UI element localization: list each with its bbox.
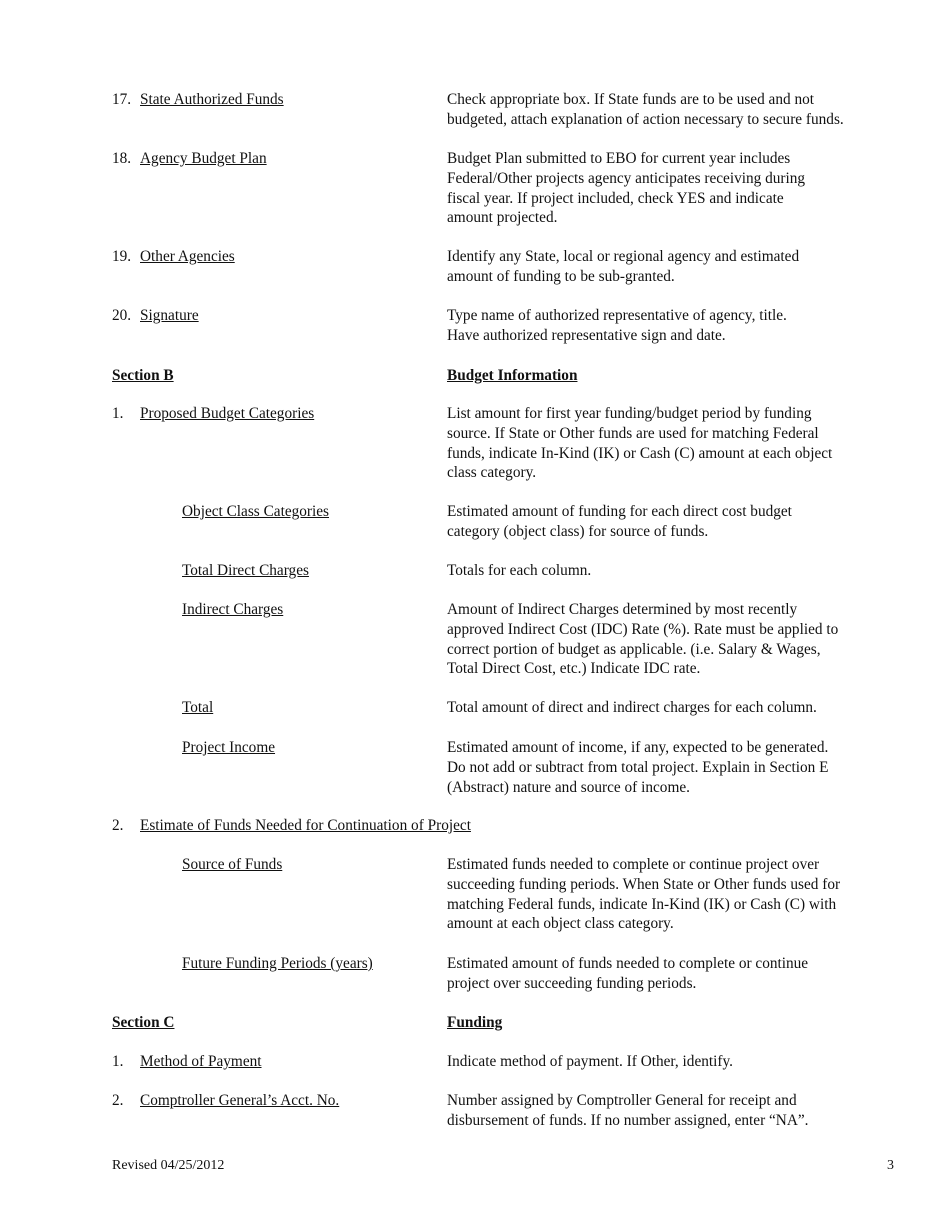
desc-line: Number assigned by Comptroller General for receipt and xyxy=(447,1092,797,1109)
item-term: Future Funding Periods (years) xyxy=(182,955,373,972)
item-term: Source of Funds xyxy=(182,856,283,873)
desc-line: project over succeeding funding periods. xyxy=(447,974,697,992)
desc-line: amount projected. xyxy=(447,209,558,227)
desc-line: amount of funding to be sub-granted. xyxy=(447,267,675,285)
desc-line: Type name of authorized representative of agency, title. xyxy=(447,307,787,324)
desc-line: Amount of Indirect Charges determined by most recently xyxy=(447,601,798,618)
desc-line: class category. xyxy=(447,464,537,482)
item-term: State Authorized Funds xyxy=(140,91,284,108)
item-term: Signature xyxy=(140,307,199,324)
item-description xyxy=(447,954,897,994)
desc-line: approved Indirect Cost (IDC) Rate (%). Rate must be applied to xyxy=(447,620,839,638)
desc-line: disbursement of funds. If no number assigned, enter “NA”. xyxy=(447,1111,809,1129)
item-term: Method of Payment xyxy=(140,1053,262,1070)
desc-line: funds, indicate In-Kind (IK) or Cash (C) amount at each object xyxy=(447,444,833,462)
revision-date: Revised 04/25/2012 xyxy=(112,1158,225,1173)
item-number: 20. xyxy=(112,307,132,324)
item-description xyxy=(447,404,897,483)
section-label: Section C xyxy=(112,1014,175,1031)
section-label: Section B xyxy=(112,367,174,384)
desc-line: Identify any State, local or regional agency and estimated xyxy=(447,248,800,265)
item-term: Indirect Charges xyxy=(182,601,284,618)
item-number: 2. xyxy=(112,817,124,834)
desc-line: (Abstract) nature and source of income. xyxy=(447,778,690,796)
item-description xyxy=(447,738,897,797)
desc-line: Estimated amount of funding for each direct cost budget xyxy=(447,503,792,520)
item-description xyxy=(447,561,897,581)
item-number: 1. xyxy=(112,1053,124,1070)
item-number: 18. xyxy=(112,150,132,167)
desc-line: Check appropriate box. If State funds are to be used and not xyxy=(447,91,815,108)
desc-line: Total Direct Cost, etc.) Indicate IDC rate. xyxy=(447,660,701,678)
item-term: Estimate of Funds Needed for Continuation of Project xyxy=(140,817,471,834)
item-description xyxy=(447,502,897,542)
desc-line: Totals for each column. xyxy=(447,562,592,579)
desc-line: matching Federal funds, indicate In-Kind (IK) or Cash (C) with xyxy=(447,895,837,913)
item-description xyxy=(447,306,897,346)
item-term: Total Direct Charges xyxy=(182,562,309,579)
desc-line: Budget Plan submitted to EBO for current year includes xyxy=(447,150,791,167)
desc-line: amount at each object class category. xyxy=(447,915,674,933)
item-number: 19. xyxy=(112,248,132,265)
item-description xyxy=(447,855,897,934)
desc-line: category (object class) for source of funds. xyxy=(447,522,709,540)
item-term: Agency Budget Plan xyxy=(140,150,267,167)
desc-line: Indicate method of payment. If Other, identify. xyxy=(447,1053,733,1070)
item-number: 1. xyxy=(112,405,124,422)
desc-line: List amount for first year funding/budget period by funding xyxy=(447,405,812,422)
desc-line: Have authorized representative sign and date. xyxy=(447,326,726,344)
desc-line: budgeted, attach explanation of action necessary to secure funds. xyxy=(447,110,844,128)
desc-line: Estimated funds needed to complete or continue project over xyxy=(447,856,820,873)
item-description xyxy=(447,149,897,228)
desc-line: Federal/Other projects agency anticipates receiving during xyxy=(447,169,806,187)
item-number: 2. xyxy=(112,1092,124,1109)
item-number: 17. xyxy=(112,91,132,108)
item-description xyxy=(447,1091,897,1131)
desc-line: source. If State or Other funds are used for matching Federal xyxy=(447,424,819,442)
desc-line: succeeding funding periods. When State or Other funds used for xyxy=(447,875,841,893)
desc-line: Estimated amount of income, if any, expected to be generated. xyxy=(447,739,829,756)
item-term: Object Class Categories xyxy=(182,503,329,520)
desc-line: Estimated amount of funds needed to complete or continue xyxy=(447,955,809,972)
item-description xyxy=(447,90,897,130)
item-description xyxy=(447,600,897,679)
item-description xyxy=(447,698,897,718)
item-description xyxy=(447,247,897,287)
desc-line: fiscal year. If project included, check YES and indicate xyxy=(447,189,784,207)
desc-line: Do not add or subtract from total project. Explain in Section E xyxy=(447,758,829,776)
desc-line: Total amount of direct and indirect charges for each column. xyxy=(447,699,817,716)
page-number: 3 xyxy=(887,1158,894,1173)
item-description xyxy=(447,1052,897,1072)
desc-line: correct portion of budget as applicable. (i.e. Salary & Wages, xyxy=(447,640,821,658)
item-term: Other Agencies xyxy=(140,248,235,265)
item-term: Project Income xyxy=(182,739,276,756)
section-title: Budget Information xyxy=(447,367,578,384)
section-title: Funding xyxy=(447,1014,503,1031)
item-term: Total xyxy=(182,699,214,716)
item-term: Proposed Budget Categories xyxy=(140,405,315,422)
item-term: Comptroller General’s Acct. No. xyxy=(140,1092,340,1109)
